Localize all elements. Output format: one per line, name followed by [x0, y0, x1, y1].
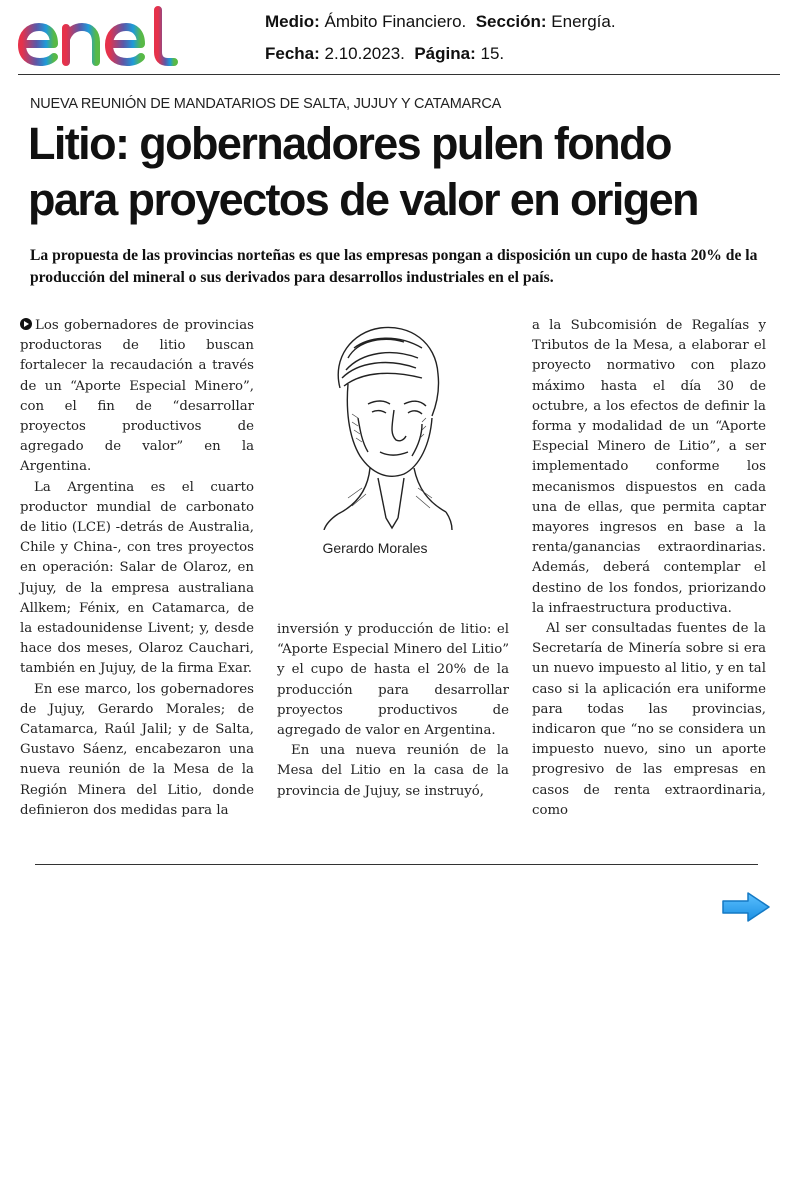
portrait-illustration — [318, 318, 454, 530]
fecha-label: Fecha: — [265, 44, 320, 63]
right-arrow-icon[interactable] — [720, 890, 772, 924]
article-headline — [28, 116, 788, 228]
footer-divider — [35, 864, 758, 865]
fecha-value: 2.10.2023. — [324, 44, 405, 63]
seccion-value: Energía. — [551, 12, 616, 31]
paragraph: Los gobernadores de provincias productoras de litio buscan fortalecer la recaudación a través de un “Aporte Especial Minero”, con el fin de “desarrollar proyectos productivos de agregado de valor” en la Argentina. — [20, 318, 254, 475]
medio-label: Medio: — [265, 12, 320, 31]
enel-logo — [18, 6, 180, 68]
medio-value: Ámbito Financiero. — [324, 12, 467, 31]
seccion-label: Sección: — [475, 12, 547, 31]
pagina-label: Página: — [414, 44, 476, 63]
headline-line-2: para proyectos de valor en origen — [28, 174, 698, 225]
paragraph: a la Subcomisión de Regalías y Tributos de la Mesa, a elaborar el proyecto normativo con plazo máximo hasta el día 30 de octubre, a los efectos de definir la forma y modalidad de un “Aporte Especial Minero de Litio”, a ser implementado conforme los mecanismos dispuestos en cada una de ellas, que permita captar mayores ingresos en base a la renta/ganancias extraordinarias. Además, deberá contemplar el destino de los fondos, priorizando la infraestructura productiva. — [532, 318, 766, 616]
play-bullet-icon — [20, 318, 32, 330]
meta-line-2 — [265, 38, 616, 70]
article-lead: La propuesta de las provincias norteñas es que las empresas pongan a disposición un cupo de hasta 20% de la producción del mineral o sus derivados para desarrollos industriales en el país. — [30, 247, 758, 286]
meta-line-1 — [265, 6, 616, 38]
article-kicker: NUEVA REUNIÓN DE MANDATARIOS DE SALTA, JUJUY Y CATAMARCA — [30, 96, 502, 112]
article-column-1 — [20, 316, 254, 821]
paragraph: En una nueva reunión de la Mesa del Litio en la casa de la provincia de Jujuy, se instruyó, — [277, 743, 509, 799]
photo-caption: Gerardo Morales — [322, 540, 428, 556]
paragraph: En ese marco, los gobernadores de Jujuy, Gerardo Morales; de Catamarca, Raúl Jalil; y de Salta, Gustavo Sáenz, encabezaron una nueva reunión de la Mesa de la Región Minera del Litio, donde definieron dos medidas para la — [20, 681, 254, 818]
pagina-value: 15. — [480, 44, 505, 63]
headline-line-1: Litio: gobernadores pulen fondo — [28, 118, 671, 169]
paragraph: inversión y producción de litio: el “Aporte Especial Minero del Litio” y el cupo de hasta el 20% de la producción para desarrollar proyectos productivos de agregado de valor en Argentina. — [277, 622, 509, 739]
article-column-3 — [532, 316, 766, 821]
article-column-2 — [277, 620, 509, 802]
paragraph: Al ser consultadas fuentes de la Secretaría de Minería sobre si era un nuevo impuesto al litio, y en tal caso si la aplicación era uniforme para todas las provincias, indicaron que “no se considera un impuesto nuevo, sino un aporte progresivo de las empresas en casos de renta extraordinaria, como — [532, 621, 766, 818]
paragraph: La Argentina es el cuarto productor mundial de carbonato de litio (LCE) -detrás de Australia, Chile y China-, con tres proyectos en operación: Salar de Olaroz, en Jujuy, de la empresa australiana Allkem; Fénix, en Catamarca, de la estadounidense Livent; y, desde hace dos meses, Olaroz Cauchari, también en Jujuy, de la firma Exar. — [20, 479, 254, 677]
document-meta — [265, 6, 616, 70]
header-divider — [18, 74, 780, 75]
